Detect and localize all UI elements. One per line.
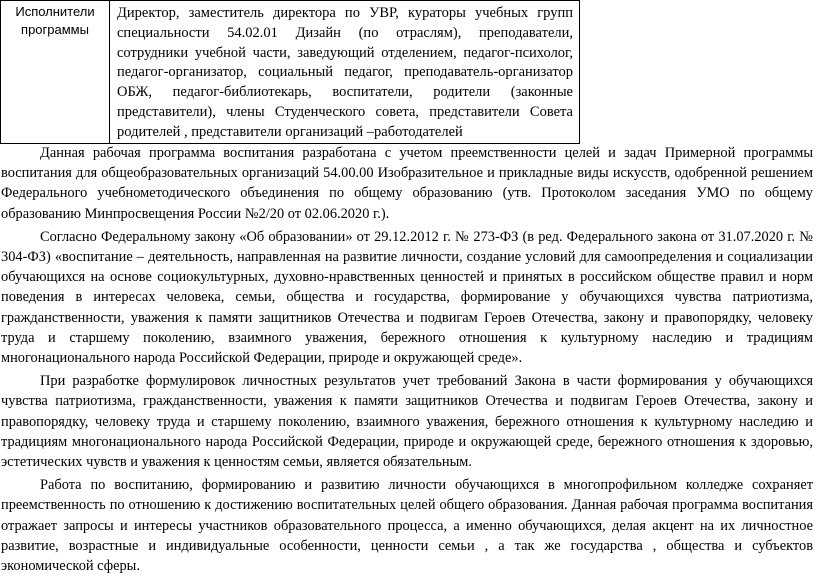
paragraph-personal-results: При разработке формулировок личностных результатов учет требований Закона в части формирования у обучающихся чувства патриотизма, гражданственности, уважения к памяти защитников Отечества и подвигам Героев Отечества, закону и правопорядку, человеку труда и старшему поколению, взаимного уважения, бережного отношения к культурному наследию и традициям многонационального народа Российской Федерации, природе и окружающей среде, бережного отношения к здоровью, эстетических чувств и уважения к ценностям семьи, является обязательным. bbox=[1, 373, 813, 471]
paragraph-college-continuity: Работа по воспитанию, формированию и развитию личности обучающихся в многопрофильном колледже сохраняет преемственность по отношению к достижению воспитательных целей общего образования. Данная рабочая программа воспитания отражает запросы и интересы участников образовательного процесса, а именно обучающихся, делая акцент на их личностное развитие, возрастные и индивидуальные особенности, ценности семьи , а так же государства , общества и субъектов экономической сферы. bbox=[1, 477, 813, 575]
paragraph-law-definition: Согласно Федеральному закону «Об образовании» от 29.12.2012 г. № 273-ФЗ (в ред. Федерального закона от 31.07.2020 г. № 304-ФЗ) «воспитание – деятельность, направленная на развитие личности, создание условий для самоопределения и социализации обучающихся на основе социокультурных, духовно-нравственных ценностей и принятых в российском обществе правил и норм поведения в интересах человека, семьи, общества и государства, формирование у обучающихся чувства патриотизма, гражданственности, уважения к памяти защитников Отечества и подвигам Героев Отечества, закону и правопорядку, человеку труда и старшему поколению, взаимного уважения, бережного отношения к культурному наследию и традициям многонационального народа Российской Федерации, природе и окружающей среде». bbox=[1, 228, 813, 367]
paragraph-program-basis: Данная рабочая программа воспитания разработана с учетом преемственности целей и задач Примерной программы воспитания для общеобразовательных организаций 54.00.00 Изобразительное и прикладные виды искусств, одобренной решением Федерального учебнометодического объединения по общему образованию (утв. Протоколом заседания УМО по общему образованию Минпросвещения России №2/20 от 02.06.2020 г.). bbox=[1, 145, 813, 222]
executors-table bbox=[0, 0, 580, 144]
document-body bbox=[1, 143, 813, 576]
table-row bbox=[1, 1, 580, 144]
executors-label: Исполнители программы bbox=[1, 1, 110, 144]
executors-list: Директор, заместитель директора по УВР, кураторы учебных групп специальности 54.02.01 Дизайн (по отраслям), преподаватели, сотрудники учебной части, заведующий отделением, педагог-психолог, педагог-организатор, социальный педагог, преподаватель-организатор ОБЖ, педагог-библиотекарь, воспитатели, родители (законные представители), члены Студенческого совета, представители Совета родителей , представители организаций –работодателей bbox=[110, 1, 580, 144]
